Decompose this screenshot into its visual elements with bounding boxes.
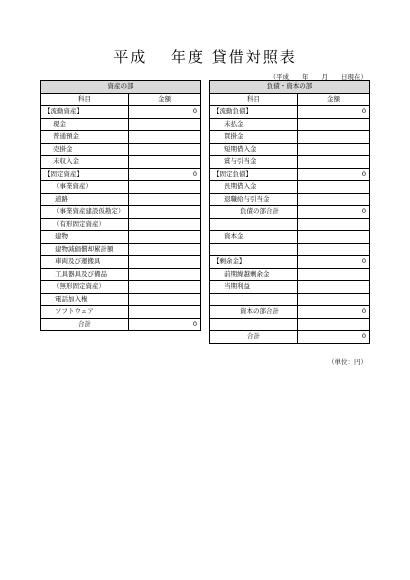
row-amount	[129, 268, 201, 281]
row-label: 建物	[41, 231, 129, 244]
row-label: 現金	[41, 118, 129, 131]
assets-col-item: 科目	[41, 93, 129, 106]
table-row	[41, 218, 201, 231]
row-amount: 0	[129, 106, 201, 119]
liabilities-col-amount: 金額	[298, 93, 370, 106]
table-row	[41, 168, 201, 181]
table-row	[41, 306, 201, 319]
row-label: （事業資産建設仮勘定）	[41, 206, 129, 219]
row-amount	[298, 281, 370, 294]
row-label: 長期借入金	[210, 181, 298, 194]
row-label: 建物減価償却累計額	[41, 243, 129, 256]
table-row	[210, 193, 370, 206]
row-label: 短期借入金	[210, 143, 298, 156]
row-amount	[129, 293, 201, 306]
row-label: 買掛金	[210, 131, 298, 144]
page-title: 平成 年度 貸借対照表	[113, 48, 297, 66]
row-amount-subtotal: 0	[298, 306, 370, 319]
row-label: 売掛金	[41, 143, 129, 156]
assets-col-amount: 金額	[129, 93, 201, 106]
table-row	[41, 318, 201, 331]
row-amount: 0	[298, 168, 370, 181]
row-amount	[129, 231, 201, 244]
row-label: 退職給与引当金	[210, 193, 298, 206]
row-label: （有形固定資産）	[41, 218, 129, 231]
row-label	[210, 243, 298, 256]
table-row	[41, 206, 201, 219]
row-amount	[129, 193, 201, 206]
unit-note: （単位：円）	[328, 358, 367, 366]
row-amount	[298, 181, 370, 194]
liabilities-section-header: 負債・資本の部	[210, 81, 370, 94]
assets-table	[40, 80, 201, 331]
row-amount	[129, 281, 201, 294]
table-row	[210, 318, 370, 331]
table-row	[210, 231, 370, 244]
table-row	[41, 281, 201, 294]
assets-section-header: 資産の部	[41, 81, 201, 94]
row-label: 未払金	[210, 118, 298, 131]
table-row	[210, 206, 370, 219]
table-row	[210, 218, 370, 231]
row-amount	[298, 268, 370, 281]
table-row	[41, 293, 201, 306]
row-label: 工具器具及び備品	[41, 268, 129, 281]
table-row	[41, 118, 201, 131]
row-label: 【流動負債】	[210, 106, 298, 119]
table-row	[210, 118, 370, 131]
table-row	[210, 306, 370, 319]
table-row	[210, 331, 370, 344]
row-label	[210, 318, 298, 331]
table-row	[41, 268, 201, 281]
as-of-date: （平成 年 月 日現在）	[269, 73, 367, 81]
row-amount-subtotal: 0	[298, 206, 370, 219]
table-row	[210, 268, 370, 281]
row-label: 【流動資産】	[41, 106, 129, 119]
table-row	[210, 168, 370, 181]
row-amount-total: 0	[129, 318, 201, 331]
liabilities-table	[209, 80, 370, 344]
table-row	[41, 231, 201, 244]
row-amount	[298, 193, 370, 206]
row-amount-total: 0	[298, 331, 370, 344]
row-label: 道路	[41, 193, 129, 206]
row-amount	[298, 118, 370, 131]
table-row	[210, 143, 370, 156]
row-amount	[298, 156, 370, 169]
row-label-total: 合計	[41, 318, 129, 331]
row-label: 賞与引当金	[210, 156, 298, 169]
table-row	[210, 256, 370, 269]
row-label: 普通預金	[41, 131, 129, 144]
table-row	[210, 293, 370, 306]
row-amount	[298, 293, 370, 306]
row-label-total: 合計	[210, 331, 298, 344]
table-row	[210, 156, 370, 169]
row-label-subtotal: 資本の部合計	[210, 306, 298, 319]
table-row	[210, 131, 370, 144]
table-row	[41, 106, 201, 119]
row-amount	[298, 231, 370, 244]
table-row	[41, 256, 201, 269]
row-amount: 0	[298, 106, 370, 119]
table-row	[41, 131, 201, 144]
row-label: 未収入金	[41, 156, 129, 169]
row-label: （事業資産）	[41, 181, 129, 194]
row-label	[210, 293, 298, 306]
table-row	[41, 156, 201, 169]
row-amount	[129, 218, 201, 231]
row-amount	[298, 318, 370, 331]
row-amount	[129, 131, 201, 144]
row-amount	[129, 156, 201, 169]
table-row	[41, 143, 201, 156]
table-row	[41, 243, 201, 256]
row-label: ソフトウェア	[41, 306, 129, 319]
row-amount	[129, 256, 201, 269]
row-amount	[129, 143, 201, 156]
row-amount: 0	[129, 168, 201, 181]
row-label: 当期利益	[210, 281, 298, 294]
row-label: 【固定資産】	[41, 168, 129, 181]
row-label: 車両及び運搬具	[41, 256, 129, 269]
table-row	[210, 243, 370, 256]
table-row	[210, 281, 370, 294]
row-amount	[298, 243, 370, 256]
liabilities-col-item: 科目	[210, 93, 298, 106]
row-amount	[129, 118, 201, 131]
table-row	[210, 181, 370, 194]
row-label: 電話加入権	[41, 293, 129, 306]
row-amount	[298, 143, 370, 156]
row-label: （無形固定資産）	[41, 281, 129, 294]
row-label	[210, 218, 298, 231]
table-row	[41, 193, 201, 206]
table-row	[41, 181, 201, 194]
row-amount	[129, 306, 201, 319]
row-amount	[129, 206, 201, 219]
row-label: 資本金	[210, 231, 298, 244]
row-amount	[298, 131, 370, 144]
row-amount: 0	[298, 256, 370, 269]
row-label: 前期繰越剰余金	[210, 268, 298, 281]
row-amount	[129, 181, 201, 194]
table-row	[210, 106, 370, 119]
row-label-subtotal: 負債の部合計	[210, 206, 298, 219]
row-amount	[298, 218, 370, 231]
row-amount	[129, 243, 201, 256]
row-label: 【剰余金】	[210, 256, 298, 269]
row-label: 【固定負債】	[210, 168, 298, 181]
